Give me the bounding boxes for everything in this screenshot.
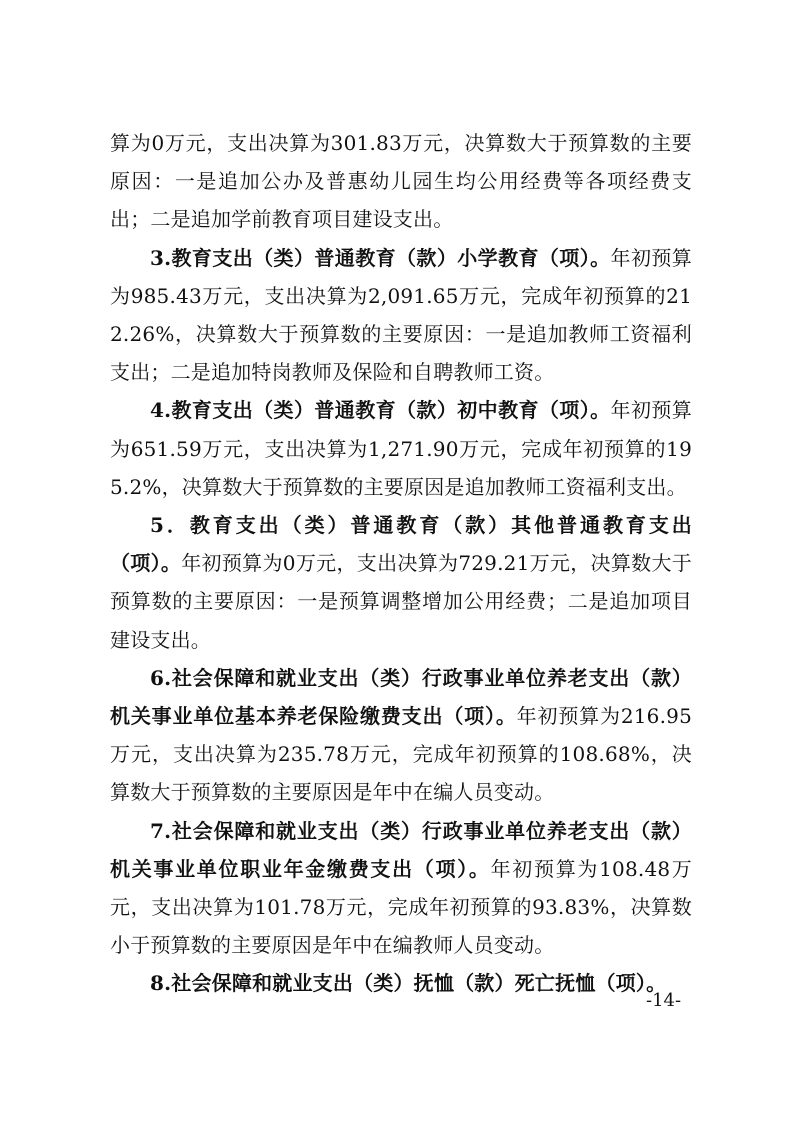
document-body: [110, 124, 692, 1003]
paragraph-text: 年初预算为0万元，支出决算为729.21万元，决算数大于预算数的主要原因：一是预算调整增加公用经费；二是追加项目建设支出。: [110, 551, 692, 652]
paragraph-item-3: [110, 239, 692, 392]
paragraph-item-7: [110, 812, 692, 965]
paragraph-item-6: [110, 659, 692, 812]
paragraph-heading: 7.社会保障和就业支出（类）行政事业单位养老支出（款）机关事业单位职业年金缴费支出（项）。: [110, 818, 692, 881]
paragraph-heading: 8.社会保障和就业支出（类）抚恤（款）死亡抚恤（项）。: [150, 971, 667, 996]
paragraph-heading: 3.教育支出（类）普通教育（款）小学教育（项）。: [150, 245, 611, 270]
paragraph-text: 年初预算为985.43万元，支出决算为2,091.65万元，完成年初预算的212.26%，决算数大于预算数的主要原因：一是追加教师工资福利支出；二是追加特岗教师及保险和自聘教师工资。: [110, 245, 692, 385]
paragraph-text: 算为0万元，支出决算为301.83万元，决算数大于预算数的主要原因：一是追加公办及普惠幼儿园生均公用经费等各项经费支出；二是追加学前教育项目建设支出。: [110, 131, 692, 232]
paragraph-heading: 5．教育支出（类）普通教育（款）其他普通教育支出（项）。: [110, 513, 692, 576]
paragraph-text: 年初预算为216.95万元，支出决算为235.78万元，完成年初预算的108.68%，决算数大于预算数的主要原因是年中在编人员变动。: [110, 704, 692, 805]
page-number: -14-: [646, 990, 682, 1011]
paragraph-item-8: [110, 964, 692, 1002]
paragraph-text: 年初预算为651.59万元，支出决算为1,271.90万元，完成年初预算的195.2%，决算数大于预算数的主要原因是追加教师工资福利支出。: [110, 398, 692, 499]
paragraph-item-4: [110, 391, 692, 506]
paragraph-item-5: [110, 506, 692, 659]
paragraph-text: 年初预算为108.48万元，支出决算为101.78万元，完成年初预算的93.83%，决算数小于预算数的主要原因是年中在编教师人员变动。: [110, 856, 692, 958]
paragraph-continuation: [110, 124, 692, 239]
paragraph-heading: 4.教育支出（类）普通教育（款）初中教育（项）。: [150, 398, 611, 423]
paragraph-heading: 6.社会保障和就业支出（类）行政事业单位养老支出（款）机关事业单位基本养老保险缴费支出（项）。: [110, 665, 692, 729]
